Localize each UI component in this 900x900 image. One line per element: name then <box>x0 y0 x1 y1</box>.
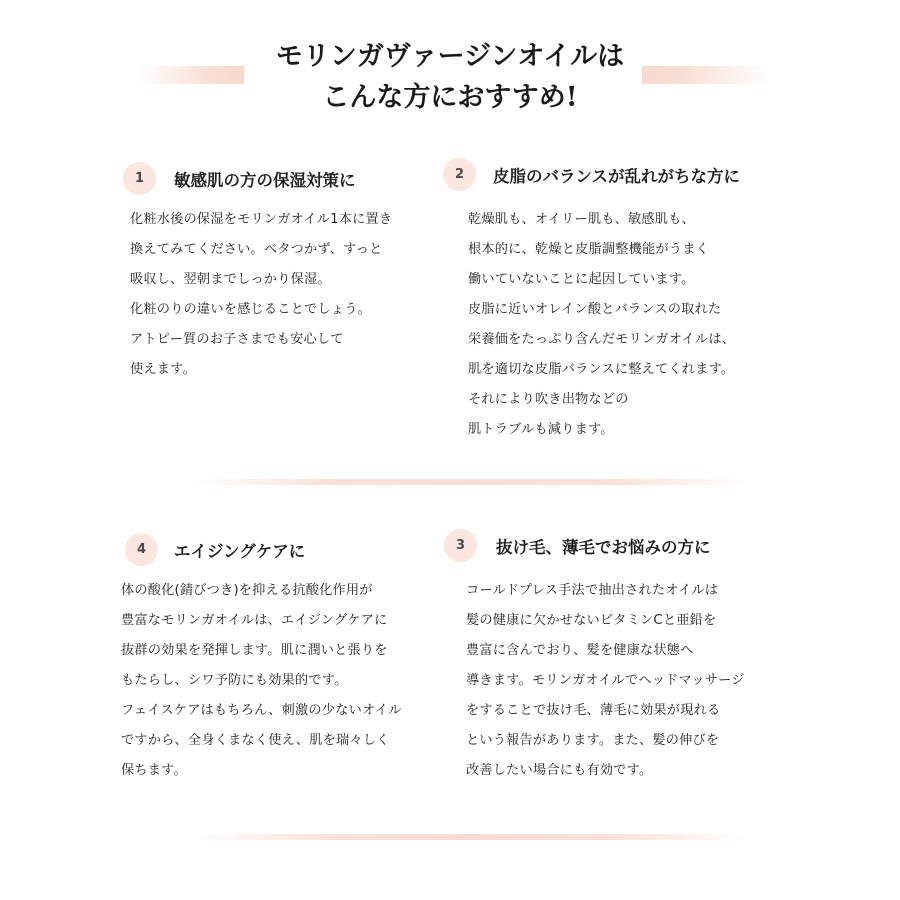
card-body-line: コールドプレス手法で抽出されたオイルは <box>466 583 719 598</box>
card-body-line: 働いていないことに起因しています。 <box>468 272 695 287</box>
card-body <box>468 205 735 445</box>
card-body-line: という報告があります。また、髪の伸びを <box>466 733 720 748</box>
card-body <box>466 576 745 786</box>
card-body-line: 吸収し、翌朝までしっかり保湿。 <box>130 272 331 287</box>
card-heading: 皮脂のバランスが乱れがちな方に <box>493 167 741 186</box>
card-body <box>130 205 392 385</box>
card-body-line: もたらし、シワ予防にも効果的です。 <box>121 673 348 688</box>
card-number-badge: 2 <box>443 158 476 191</box>
card-body-line: 豊富に含んでおり、髪を健康な状態へ <box>466 643 694 658</box>
card-body-line: 髪の健康に欠かせないビタミンCと亜鉛を <box>466 613 717 628</box>
card-body-line: 換えてみてください。ベタつかず、すっと <box>130 242 383 257</box>
page-title-line-1: モリンガヴァージンオイルは <box>275 41 625 72</box>
card-body-line: 使えます。 <box>130 362 196 377</box>
card-body-line: 体の酸化(錆びつき)を抑える抗酸化作用が <box>121 583 373 598</box>
card-body-line: 抜群の効果を発揮します。肌に潤いと張りを <box>121 643 388 658</box>
page-title-line-2: こんな方におすすめ! <box>322 82 578 113</box>
card-body-line: 豊富なモリンガオイルは、エイジングケアに <box>121 613 388 628</box>
card-body-line: 導きます。モリンガオイルでヘッドマッサージ <box>466 673 745 688</box>
card-body-line: 化粧水後の保湿をモリンガオイル1本に置き <box>130 212 393 227</box>
card-number-badge: 3 <box>444 529 477 562</box>
card-number-badge: 4 <box>125 533 158 566</box>
card-body <box>121 576 401 786</box>
card-heading: 敏感肌の方の保湿対策に <box>174 171 356 190</box>
card-body-line: 皮脂に近いオレイン酸とバランスの取れた <box>468 302 722 317</box>
card-body-line: 根本的に、乾燥と皮脂調整機能がうまく <box>468 242 709 257</box>
card-body-line: 肌トラブルも減ります。 <box>468 422 614 437</box>
card-body-line: 化粧のりの違いを感じることでしょう。 <box>130 302 371 317</box>
card-body-line: 乾燥肌も、オイリー肌も、敏感肌も、 <box>468 212 695 227</box>
card-body-line: フェイスケアはもちろん、刺激の少ないオイル <box>121 703 402 718</box>
card-body-line: 改善したい場合にも有効です。 <box>466 763 653 778</box>
card-body-line: 栄養価をたっぷり含んだモリンガオイルは、 <box>468 332 736 347</box>
page-title <box>0 36 900 118</box>
card-body-line: アトピー質のお子さまでも安心して <box>130 332 344 347</box>
card-body-line: 保ちます。 <box>121 763 187 778</box>
bottom-divider <box>190 834 750 840</box>
card-number-badge: 1 <box>123 162 156 195</box>
card-body-line: 肌を適切な皮脂バランスに整えてくれます。 <box>468 362 735 377</box>
card-body-line: ですから、全身くまなく使え、肌を瑞々しく <box>121 733 390 748</box>
section-divider <box>190 479 750 485</box>
card-heading: エイジングケアに <box>174 542 306 561</box>
card-body-line: それにより吹き出物などの <box>468 392 629 407</box>
card-body-line: をすることで抜け毛、薄毛に効果が現れる <box>466 703 721 718</box>
card-heading: 抜け毛、薄毛でお悩みの方に <box>496 538 711 557</box>
